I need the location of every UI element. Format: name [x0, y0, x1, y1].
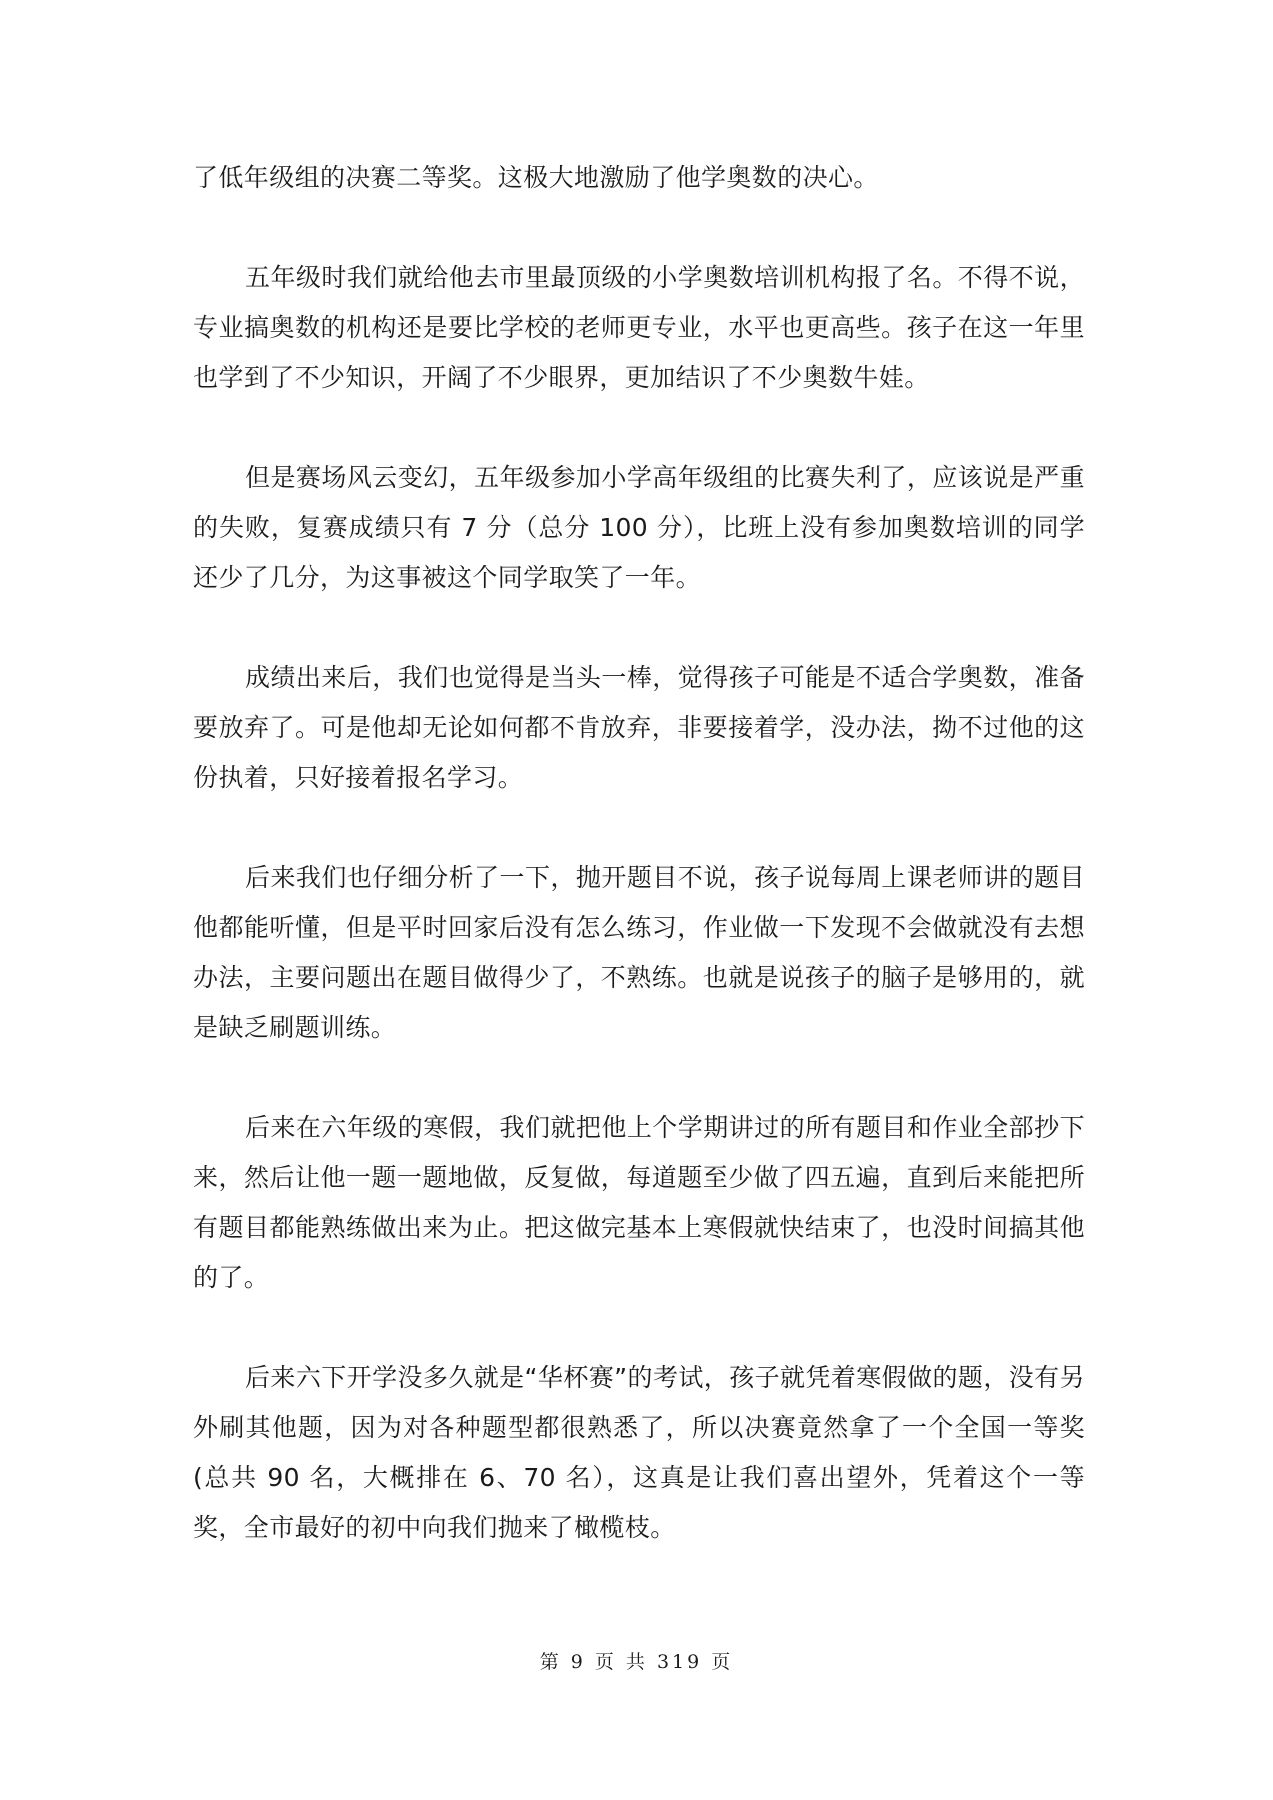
document-body	[193, 153, 1085, 1603]
paragraph-4: 成绩出来后，我们也觉得是当头一棒，觉得孩子可能是不适合学奥数，准备要放弃了。可是他却无论如何都不肯放弃，非要接着学，没办法，拗不过他的这份执着，只好接着报名学习。	[193, 663, 1085, 792]
paragraph-3: 但是赛场风云变幻，五年级参加小学高年级组的比赛失利了，应该说是严重的失败，复赛成绩只有 7 分（总分 100 分），比班上没有参加奥数培训的同学还少了几分，为这事被这个同学取笑了一年。	[193, 463, 1085, 592]
paragraph-1: 了低年级组的决赛二等奖。这极大地激励了他学奥数的决心。	[193, 163, 879, 192]
page-number-footer: 第 9 页 共 319 页	[539, 1651, 734, 1673]
paragraph-5: 后来我们也仔细分析了一下，抛开题目不说，孩子说每周上课老师讲的题目他都能听懂，但是平时回家后没有怎么练习，作业做一下发现不会做就没有去想办法，主要问题出在题目做得少了，不熟练。也就是说孩子的脑子是够用的，就是缺乏刷题训练。	[193, 863, 1085, 1042]
paragraph-2: 五年级时我们就给他去市里最顶级的小学奥数培训机构报了名。不得不说，专业搞奥数的机构还是要比学校的老师更专业，水平也更高些。孩子在这一年里也学到了不少知识，开阔了不少眼界，更加结识了不少奥数牛娃。	[193, 263, 1085, 392]
paragraph-6: 后来在六年级的寒假，我们就把他上个学期讲过的所有题目和作业全部抄下来，然后让他一题一题地做，反复做，每道题至少做了四五遍，直到后来能把所有题目都能熟练做出来为止。把这做完基本上寒假就快结束了，也没时间搞其他的了。	[193, 1113, 1085, 1292]
paragraph-7: 后来六下开学没多久就是“华杯赛”的考试，孩子就凭着寒假做的题，没有另外刷其他题，因为对各种题型都很熟悉了，所以决赛竟然拿了一个全国一等奖(总共 90 名，大概排在 6、70 名），这真是让我们喜出望外，凭着这个一等奖，全市最好的初中向我们抛来了橄榄枝。	[193, 1363, 1085, 1542]
